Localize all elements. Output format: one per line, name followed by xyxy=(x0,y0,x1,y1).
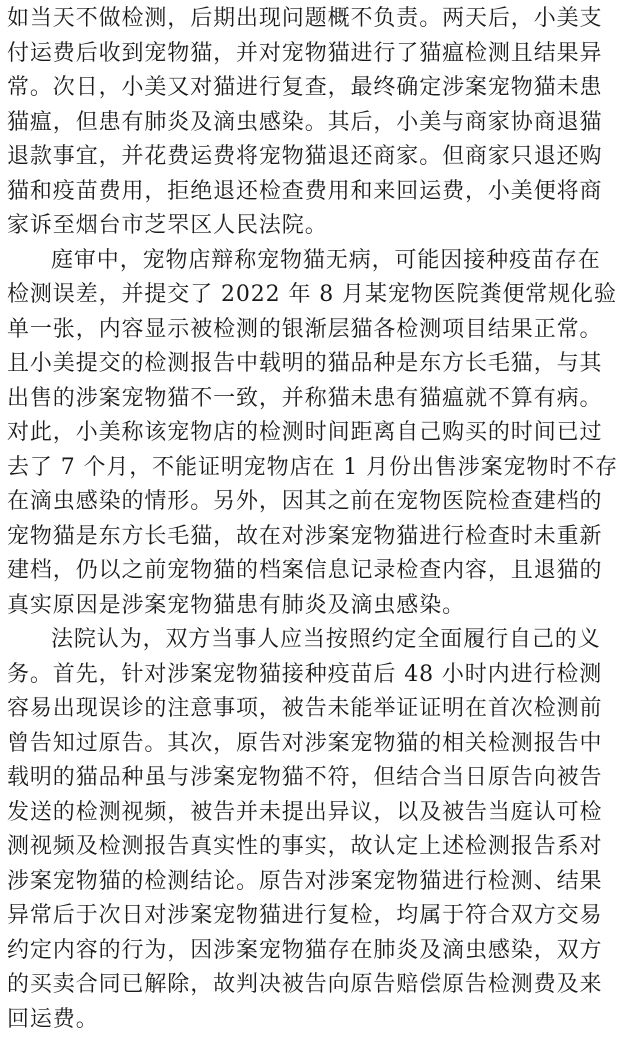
text-line: 且小美提交的检测报告中载明的猫品种是东方长毛猫，与其 xyxy=(7,351,603,377)
text-line: 建档，仍以之前宠物猫的档案信息记录检查内容，且退猫的 xyxy=(7,558,603,584)
text-line: 常。次日，小美又对猫进行复查，最终确定涉案宠物猫未患 xyxy=(7,75,603,101)
text-line: 约定内容的行为，因涉案宠物猫存在肺炎及滴虫感染，双方 xyxy=(7,937,603,963)
text-line: 测视频及检测报告真实性的事实，故认定上述检测报告系对 xyxy=(7,834,603,860)
text-line: 异常后于次日对涉案宠物猫进行复检，均属于符合双方交易 xyxy=(7,903,603,929)
text-line: 对此，小美称该宠物店的检测时间距离自己购买的时间已过 xyxy=(7,420,603,446)
text-line: 的买卖合同已解除，故判决被告向原告赔偿原告检测费及来 xyxy=(7,972,603,998)
text-line: 发送的检测视频，被告并未提出异议，以及被告当庭认可检 xyxy=(7,799,603,825)
paragraph-start-line: 法院认为，双方当事人应当按照约定全面履行自己的义 xyxy=(51,627,601,653)
text-line: 容易出现误诊的注意事项，被告未能举证证明在首次检测前 xyxy=(7,696,603,722)
text-line: 猫瘟，但患有肺炎及滴虫感染。其后，小美与商家协商退猫 xyxy=(7,109,603,135)
text-line: 涉案宠物猫的检测结论。原告对涉案宠物猫进行检测、结果 xyxy=(7,868,603,894)
text-line: 曾告知过原告。其次，原告对涉案宠物猫的相关检测报告中 xyxy=(7,730,603,756)
text-line: 检测误差，并提交了 2022 年 8 月某宠物医院粪便常规化验 xyxy=(7,282,617,308)
text-line: 单一张，内容显示被检测的银渐层猫各检测项目结果正常。 xyxy=(7,316,603,342)
text-line: 付运费后收到宠物猫，并对宠物猫进行了猫瘟检测且结果异 xyxy=(7,40,603,66)
text-line: 如当天不做检测，后期出现问题概不负责。两天后，小美支 xyxy=(7,6,603,31)
text-line: 出售的涉案宠物猫不一致，并称猫未患有猫瘟就不算有病。 xyxy=(7,385,603,411)
paragraph-start-line: 庭审中，宠物店辩称宠物猫无病，可能因接种疫苗存在 xyxy=(51,247,601,273)
text-line: 真实原因是涉案宠物猫患有肺炎及滴虫感染。 xyxy=(7,592,466,618)
text-line: 在滴虫感染的情形。另外，因其之前在宠物医院检查建档的 xyxy=(7,489,603,515)
text-line: 猫和疫苗费用，拒绝退还检查费用和来回运费，小美便将商 xyxy=(7,178,603,204)
text-line: 回运费。 xyxy=(7,1007,99,1032)
text-line: 载明的猫品种虽与涉案宠物猫不符，但结合当日原告向被告 xyxy=(7,765,603,791)
text-line: 务。首先，针对涉案宠物猫接种疫苗后 48 小时内进行检测 xyxy=(7,661,603,687)
text-line: 宠物猫是东方长毛猫，故在对涉案宠物猫进行检查时未重新 xyxy=(7,523,603,549)
text-line: 退款事宜，并花费运费将宠物猫退还商家。但商家只退还购 xyxy=(7,144,603,170)
text-line: 家诉至烟台市芝罘区人民法院。 xyxy=(7,213,328,239)
text-line: 去了 7 个月，不能证明宠物店在 1 月份出售涉案宠物时不存 xyxy=(7,454,618,480)
